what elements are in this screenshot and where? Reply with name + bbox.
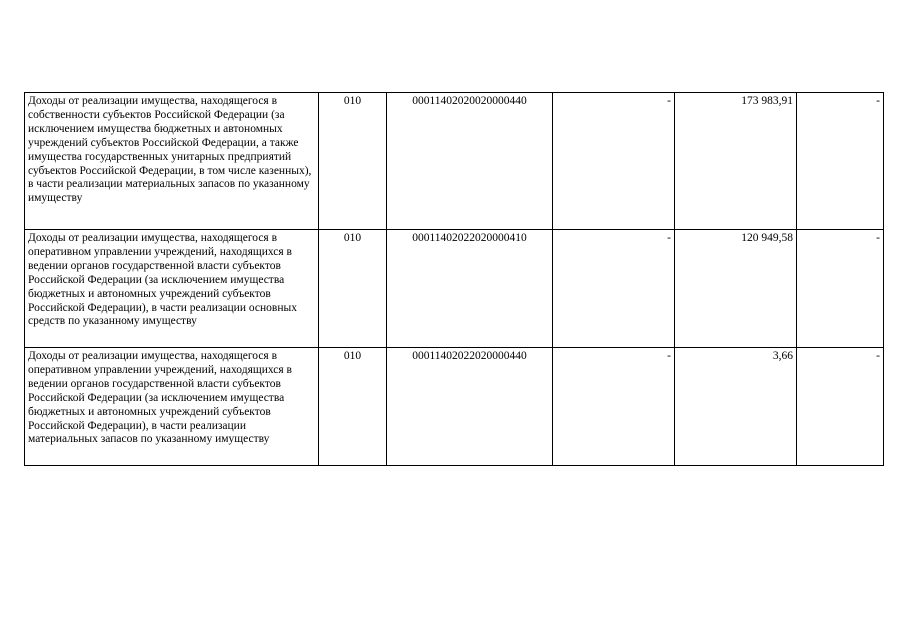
value-cell-3: - bbox=[797, 348, 884, 466]
value-cell-3: - bbox=[797, 230, 884, 348]
budget-code-cell: 00011402022020000440 bbox=[387, 348, 553, 466]
budget-code-cell: 00011402022020000410 bbox=[387, 230, 553, 348]
table-row bbox=[25, 93, 884, 230]
revenue-table bbox=[24, 92, 884, 466]
income-name: Доходы от реализации имущества, находящегося в оперативном управлении учреждений, находящихся в ведении органов государственной власти субъектов Российской Федерации (за исключением имущества бюджетных и автономных учреждений субъектов Российской Федерации), в части реализации основных средств по указанному имуществу bbox=[28, 232, 297, 328]
value-cell-1: - bbox=[553, 230, 675, 348]
income-name-cell bbox=[25, 348, 319, 466]
budget-code-cell: 00011402020020000440 bbox=[387, 93, 553, 230]
value-cell-2: 120 949,58 bbox=[675, 230, 797, 348]
income-name: Доходы от реализации имущества, находящегося в оперативном управлении учреждений, находящихся в ведении органов государственной власти субъектов Российской Федерации (за исключением имущества бюджетных и автономных учреждений субъектов Российской Федерации), в части реализации материальных запасов по указанному имуществу bbox=[28, 350, 292, 446]
table-row bbox=[25, 230, 884, 348]
value-cell-2: 173 983,91 bbox=[675, 93, 797, 230]
income-name-cell bbox=[25, 230, 319, 348]
line-code-cell: 010 bbox=[319, 93, 387, 230]
income-name-cell bbox=[25, 93, 319, 230]
value-cell-1: - bbox=[553, 348, 675, 466]
value-cell-2: 3,66 bbox=[675, 348, 797, 466]
value-cell-3: - bbox=[797, 93, 884, 230]
line-code-cell: 010 bbox=[319, 230, 387, 348]
income-name: Доходы от реализации имущества, находящегося в собственности субъектов Российской Федерации (за исключением имущества бюджетных и автономных учреждений субъектов Российской Федерации, а также имущества государственных унитарных предприятий субъектов Российской Федерации, в том числе казенных), в части реализации материальных запасов по указанному имуществу bbox=[28, 95, 312, 205]
value-cell-1: - bbox=[553, 93, 675, 230]
line-code-cell: 010 bbox=[319, 348, 387, 466]
table-row bbox=[25, 348, 884, 466]
